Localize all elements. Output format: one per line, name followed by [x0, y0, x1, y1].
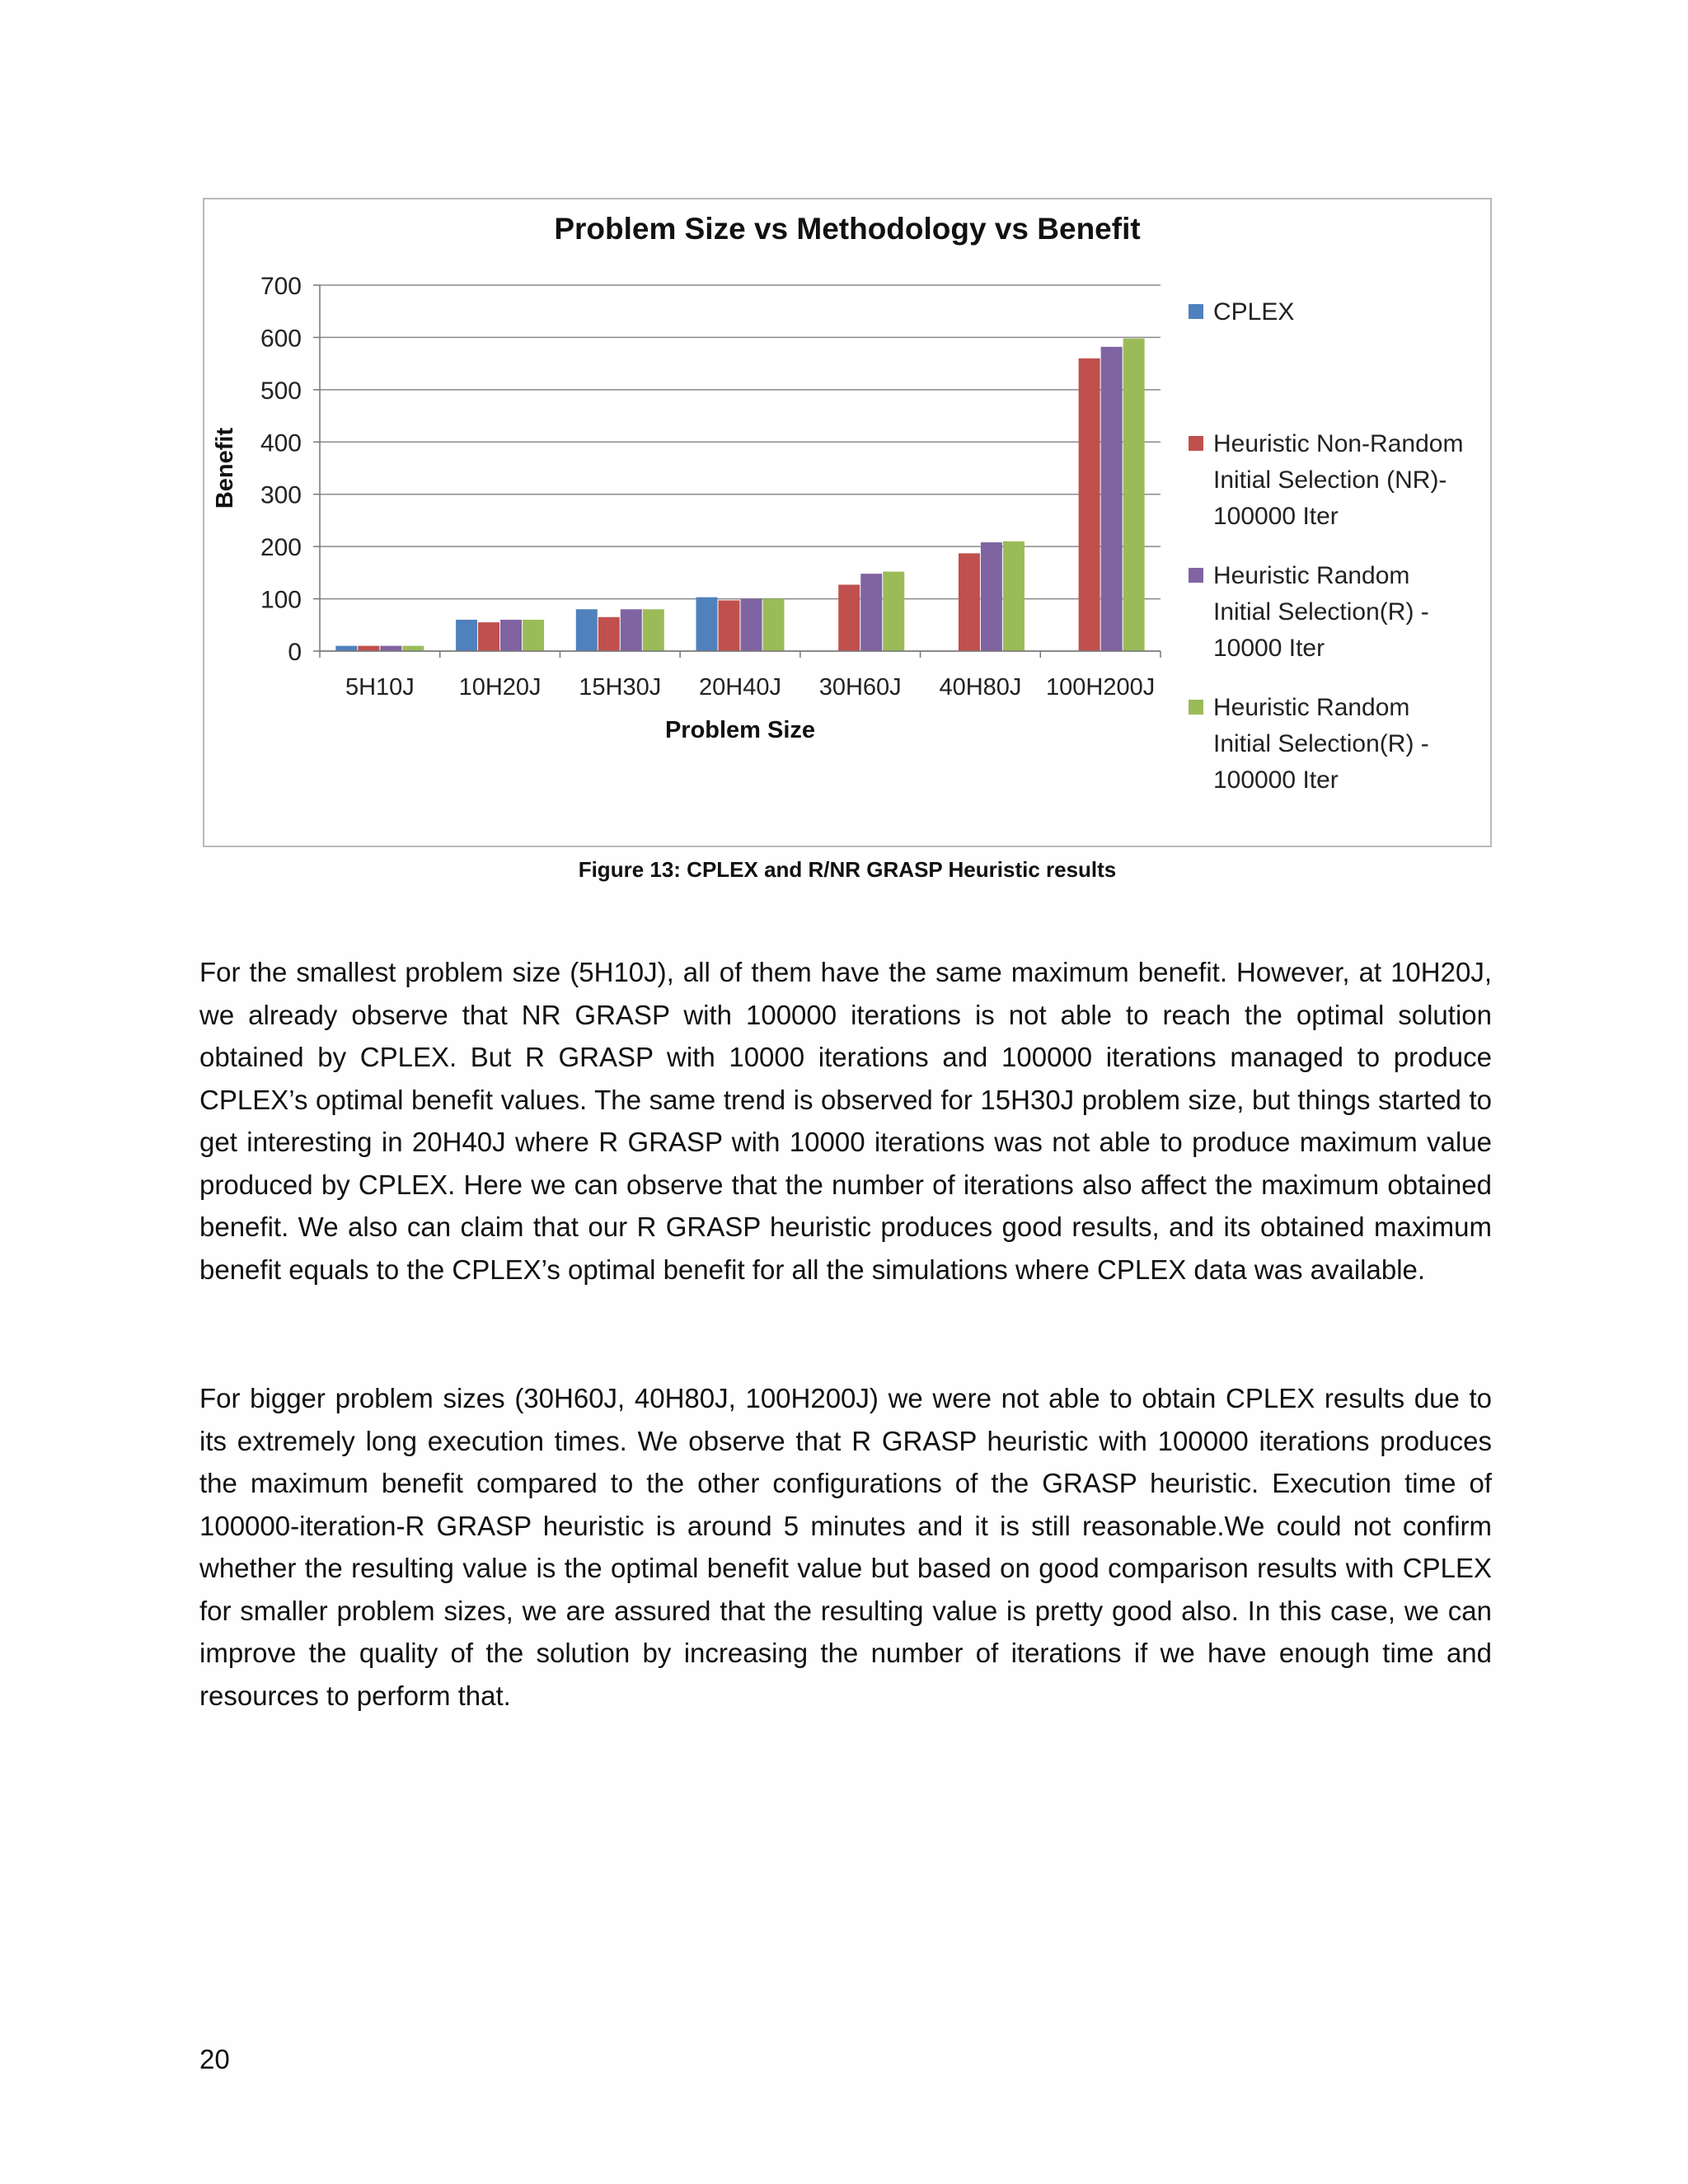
legend-label: Heuristic Random — [1213, 694, 1410, 721]
figure-caption: Figure 13: CPLEX and R/NR GRASP Heuristic results — [578, 857, 1117, 882]
page-number: 20 — [199, 2044, 230, 2074]
bar — [1079, 359, 1100, 651]
legend-swatch — [1189, 568, 1203, 583]
bar — [358, 646, 379, 651]
bar — [860, 574, 882, 651]
bar — [1003, 541, 1025, 651]
legend-label: 10000 Iter — [1213, 635, 1325, 662]
legend-label: 100000 Iter — [1213, 503, 1339, 530]
legend-label: Heuristic Non-Random — [1213, 430, 1464, 457]
bar — [500, 620, 522, 651]
y-tick-label: 0 — [288, 639, 302, 666]
bar — [523, 620, 544, 651]
y-tick-label: 600 — [260, 325, 302, 353]
bar — [380, 646, 401, 651]
x-tick-label: 15H30J — [579, 674, 662, 701]
x-tick-label: 100H200J — [1046, 674, 1156, 701]
y-tick-label: 200 — [260, 534, 302, 562]
legend-label: Initial Selection(R) - — [1213, 598, 1429, 626]
bar — [402, 646, 424, 651]
y-tick-label: 700 — [260, 273, 302, 300]
y-tick-label: 100 — [260, 586, 302, 614]
x-tick-label: 30H60J — [818, 674, 902, 701]
bar — [741, 599, 762, 651]
x-tick-label: 5H10J — [345, 674, 415, 701]
bar — [719, 600, 740, 651]
legend-label: CPLEX — [1213, 298, 1295, 326]
legend-swatch — [1189, 700, 1203, 715]
bar — [621, 609, 642, 651]
y-tick-label: 500 — [260, 377, 302, 405]
bar — [959, 553, 980, 651]
body-paragraph-1: For the smallest problem size (5H10J), all of them have the same maximum benefit. However, at 10H20J, we already observe that NR GRASP with 100000 iterations is not able to reach the optimal solution obtained by CPLEX. But R GRASP with 10000 iterations and 100000 iterations managed to produce CPLEX’s optimal benefit values. The same trend is observed for 15H30J problem size, but things started to get interesting in 20H40J where R GRASP with 10000 iterations was not able to produce maximum value produced by CPLEX. Here we can observe that the number of iterations also affect the maximum obtained benefit. We also can claim that our R GRASP heuristic produces good results, and its obtained maximum benefit equals to the CPLEX’s optimal benefit for all the simulations where CPLEX data was available. — [199, 957, 1492, 1285]
bar — [335, 646, 357, 651]
y-tick-label: 300 — [260, 481, 302, 509]
x-tick-label: 10H20J — [458, 674, 542, 701]
bar — [1123, 339, 1145, 651]
legend-swatch — [1189, 304, 1203, 319]
bar — [598, 617, 620, 651]
legend-label: Initial Selection (NR)- — [1213, 466, 1447, 494]
bar-chart — [204, 199, 1490, 846]
bar — [478, 622, 499, 651]
y-axis-label: Benefit — [212, 427, 238, 509]
bar — [1101, 347, 1123, 651]
x-tick-label: 40H80J — [939, 674, 1022, 701]
chart-title: Problem Size vs Methodology vs Benefit — [554, 212, 1141, 246]
bar — [456, 620, 477, 651]
legend-swatch — [1189, 436, 1203, 451]
bar — [696, 598, 718, 651]
bar — [763, 599, 785, 651]
x-axis-label: Problem Size — [664, 717, 816, 743]
bar — [883, 572, 904, 651]
body-paragraph-2: For bigger problem sizes (30H60J, 40H80J, 100H200J) we were not able to obtain CPLEX results due to its extremely long execution times. We observe that R GRASP heuristic with 100000 iterations produces the maximum benefit compared to the other configurations of the GRASP heuristic. Execution time of 100000-iteration-R GRASP heuristic is around 5 minutes and it is still reasonable.We could not confirm whether the resulting value is the optimal benefit value but based on good comparison results with CPLEX for smaller problem sizes, we are assured that the resulting value is pretty good also. In this case, we can improve the quality of the solution by increasing the number of iterations if we have enough time and resources to perform that. — [199, 1383, 1492, 1711]
bar — [981, 542, 1002, 651]
x-tick-label: 20H40J — [699, 674, 781, 701]
chart-figure — [203, 198, 1492, 847]
legend-label: Initial Selection(R) - — [1213, 730, 1429, 757]
bar — [576, 609, 598, 651]
bar — [643, 609, 664, 651]
y-tick-label: 400 — [260, 429, 302, 457]
legend-label: 100000 Iter — [1213, 766, 1339, 794]
bar — [838, 584, 860, 651]
legend-label: Heuristic Random — [1213, 562, 1410, 589]
